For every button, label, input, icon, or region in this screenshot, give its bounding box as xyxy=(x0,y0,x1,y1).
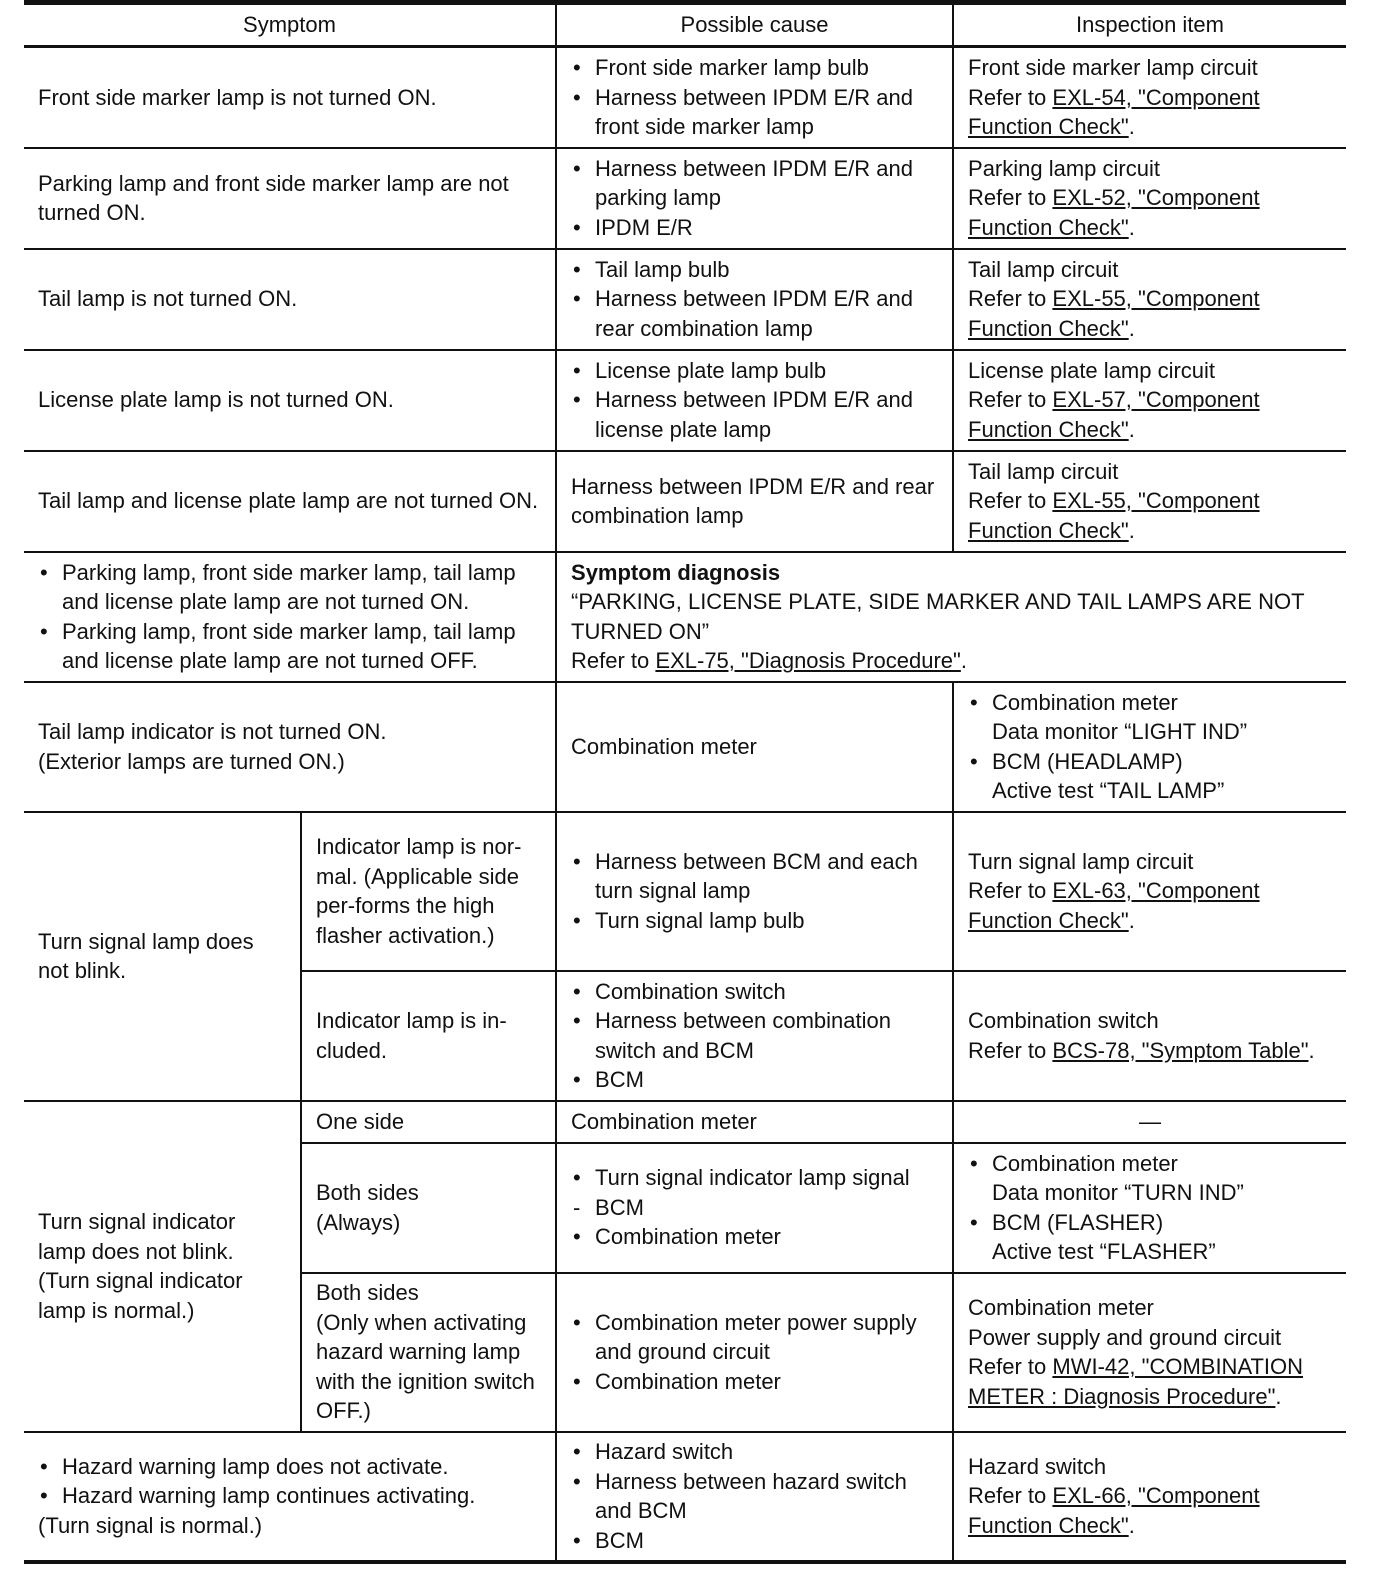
symptom-table xyxy=(24,0,1346,1564)
list-item: • Harness between IPDM E/R and parking lamp xyxy=(571,154,938,213)
condition-cell xyxy=(301,1101,556,1143)
inspection-title: • Combination meter xyxy=(992,689,1178,715)
symptom-cell xyxy=(24,682,556,812)
cause-cell xyxy=(556,971,953,1101)
reference-link[interactable]: MWI-42, "COMBINATION METER : Diagnosis Procedure" xyxy=(968,1354,1304,1409)
header-inspection-item: Inspection item xyxy=(953,3,1346,47)
symptom-cell xyxy=(24,47,556,148)
inspection-title: • Combination meter xyxy=(992,1150,1178,1176)
cause-cell xyxy=(556,812,953,971)
list-item: • Combination meter xyxy=(571,1222,938,1252)
diagnosis-text: “PARKING, LICENSE PLATE, SIDE MARKER AND TAIL LAMPS ARE NOT TURNED ON” xyxy=(571,589,1305,644)
condition-cell xyxy=(301,1273,556,1432)
list-item: - BCM xyxy=(571,1193,938,1223)
list-item: • Parking lamp, front side marker lamp, tail lamp and license plate lamp are not turned ON. xyxy=(38,558,541,617)
symptom-cell xyxy=(24,148,556,249)
reference-link[interactable]: EXL-55, "Component Function Check" xyxy=(968,488,1260,543)
condition-note: (Always) xyxy=(316,1209,401,1235)
cause-cell xyxy=(556,1143,953,1273)
symptom-note: (Exterior lamps are turned ON.) xyxy=(38,748,345,774)
symptom-text: Turn signal indicator lamp does not blink. (Turn signal indicator lamp is normal.) xyxy=(38,1209,243,1323)
list-item: • Front side marker lamp bulb xyxy=(571,53,938,83)
refer-suffix: . xyxy=(1128,114,1135,139)
cause-text: Combination meter xyxy=(571,1108,757,1134)
cause-cell xyxy=(556,249,953,350)
condition-text: Indicator lamp is nor-mal. (Applicable side per-forms the high flasher activation.) xyxy=(316,834,522,948)
list-item: • Parking lamp, front side marker lamp, tail lamp and license plate lamp are not turned OFF. xyxy=(38,617,541,676)
inspection-title: Hazard switch xyxy=(968,1453,1107,1479)
symptom-text: Tail lamp is not turned ON. xyxy=(38,286,298,312)
symptom-text: Front side marker lamp is not turned ON. xyxy=(38,84,437,110)
refer-suffix: . xyxy=(1128,214,1135,240)
list-item xyxy=(968,1149,1332,1208)
cause-text: Combination meter xyxy=(571,733,757,759)
condition-cell xyxy=(301,812,556,971)
symptom-text: License plate lamp is not turned ON. xyxy=(38,387,394,413)
inspection-cell xyxy=(953,1143,1346,1273)
list-item: • IPDM E/R xyxy=(571,213,938,243)
reference-link[interactable]: EXL-66, "Component Function Check" xyxy=(968,1483,1260,1538)
symptom-cell xyxy=(24,812,301,1101)
list-item: • Hazard switch xyxy=(571,1437,938,1467)
cause-list xyxy=(571,1163,938,1252)
table-row xyxy=(24,47,1346,148)
inspection-title: • BCM (HEADLAMP) xyxy=(992,748,1183,774)
inspection-cell xyxy=(953,148,1346,249)
table-row xyxy=(24,451,1346,552)
inspection-cell xyxy=(953,1432,1346,1562)
refer-prefix: Refer to xyxy=(968,1483,1047,1509)
inspection-cell xyxy=(953,1101,1346,1143)
table-row xyxy=(24,1432,1346,1562)
reference-link[interactable]: EXL-55, "Component Function Check" xyxy=(968,286,1260,341)
condition-text: Both sides xyxy=(316,1180,419,1205)
cause-list xyxy=(571,53,938,142)
refer-suffix: . xyxy=(1128,416,1135,442)
cause-list xyxy=(571,1437,938,1555)
refer-prefix: Refer to xyxy=(968,84,1047,110)
cause-list xyxy=(571,154,938,243)
inspection-list xyxy=(968,688,1332,806)
refer-suffix: . xyxy=(1128,1512,1135,1538)
cause-list xyxy=(571,255,938,344)
inspection-detail: Active test “TAIL LAMP” xyxy=(992,778,1225,803)
reference-link[interactable]: EXL-52, "Component Function Check" xyxy=(968,185,1260,240)
list-item: • Combination meter power supply and ground circuit xyxy=(571,1308,938,1367)
table-row xyxy=(24,148,1346,249)
reference-link[interactable]: EXL-63, "Component Function Check" xyxy=(968,878,1260,933)
reference-link[interactable]: EXL-54, "Component Function Check" xyxy=(968,84,1260,139)
list-item: • Hazard warning lamp does not activate. xyxy=(38,1452,541,1482)
refer-suffix: . xyxy=(1275,1383,1282,1409)
inspection-detail: Data monitor “LIGHT IND” xyxy=(992,719,1248,744)
inspection-detail: Power supply and ground circuit xyxy=(968,1324,1282,1350)
refer-prefix: Refer to xyxy=(968,286,1047,312)
refer-suffix: . xyxy=(960,648,967,673)
condition-text: Indicator lamp is in-cluded. xyxy=(316,1008,507,1063)
cause-list xyxy=(571,977,938,1095)
inspection-cell xyxy=(953,1273,1346,1432)
refer-suffix: . xyxy=(1128,907,1135,933)
list-item: • Combination switch xyxy=(571,977,938,1007)
symptom-list xyxy=(38,1452,541,1511)
list-item: • Harness between IPDM E/R and rear combination lamp xyxy=(571,284,938,343)
table-row xyxy=(24,812,1346,971)
inspection-list xyxy=(968,1149,1332,1267)
cause-cell xyxy=(556,451,953,552)
cause-cell xyxy=(556,1273,953,1432)
inspection-title: License plate lamp circuit xyxy=(968,357,1216,383)
inspection-cell xyxy=(953,451,1346,552)
refer-prefix: Refer to xyxy=(968,387,1047,413)
list-item xyxy=(968,688,1332,747)
symptom-cell xyxy=(24,1101,301,1432)
list-item: • Harness between IPDM E/R and front side marker lamp xyxy=(571,83,938,142)
symptom-cell xyxy=(24,552,556,682)
inspection-title: • BCM (FLASHER) xyxy=(992,1209,1164,1235)
header-possible-cause: Possible cause xyxy=(556,3,953,47)
list-item: • Turn signal indicator lamp signal xyxy=(571,1163,938,1193)
inspection-cell xyxy=(953,47,1346,148)
symptom-text: Turn signal lamp does not blink. xyxy=(38,928,254,983)
cause-list xyxy=(571,356,938,445)
cause-cell xyxy=(556,350,953,451)
condition-note: (Only when activating hazard warning lamp with the ignition switch OFF.) xyxy=(316,1309,535,1424)
inspection-cell xyxy=(953,971,1346,1101)
table-row xyxy=(24,1101,1346,1143)
refer-prefix: Refer to xyxy=(968,488,1047,514)
symptom-cell xyxy=(24,249,556,350)
inspection-cell xyxy=(953,682,1346,812)
diagnosis-cell xyxy=(556,552,1346,682)
inspection-detail: Active test “FLASHER” xyxy=(992,1239,1216,1264)
inspection-title: Combination switch xyxy=(968,1008,1159,1033)
reference-link[interactable]: BCS-78, "Symptom Table" xyxy=(1052,1037,1309,1063)
list-item: • Harness between BCM and each turn signal lamp xyxy=(571,847,938,906)
reference-link[interactable]: EXL-57, "Component Function Check" xyxy=(968,387,1260,442)
inspection-cell xyxy=(953,812,1346,971)
condition-text: Both sides xyxy=(316,1280,419,1306)
list-item: • Harness between hazard switch and BCM xyxy=(571,1467,938,1526)
refer-prefix: Refer to xyxy=(571,648,650,673)
cause-cell xyxy=(556,1101,953,1143)
condition-text: One side xyxy=(316,1108,405,1134)
refer-prefix: Refer to xyxy=(968,878,1047,904)
list-item: • License plate lamp bulb xyxy=(571,356,938,386)
symptom-list xyxy=(38,558,541,676)
cause-cell xyxy=(556,148,953,249)
table-row xyxy=(24,552,1346,682)
table-row xyxy=(24,350,1346,451)
inspection-title: Combination meter xyxy=(968,1295,1154,1320)
table-row xyxy=(24,249,1346,350)
symptom-cell xyxy=(24,1432,556,1562)
cause-cell xyxy=(556,47,953,148)
inspection-title: Tail lamp circuit xyxy=(968,256,1119,282)
list-item: • BCM xyxy=(571,1526,938,1556)
symptom-text: Parking lamp and front side marker lamp are not turned ON. xyxy=(38,170,509,225)
refer-prefix: Refer to xyxy=(968,1037,1047,1063)
header-row xyxy=(24,3,1346,47)
inspection-title: Parking lamp circuit xyxy=(968,155,1160,181)
cause-cell xyxy=(556,682,953,812)
symptom-text: Tail lamp and license plate lamp are not turned ON. xyxy=(38,488,539,514)
refer-suffix: . xyxy=(1128,517,1135,543)
condition-cell xyxy=(301,1143,556,1273)
list-item: • Hazard warning lamp continues activating. xyxy=(38,1481,541,1511)
cause-cell xyxy=(556,1432,953,1562)
list-item xyxy=(968,1208,1332,1267)
list-item xyxy=(968,747,1332,806)
list-item: • Combination meter xyxy=(571,1367,938,1397)
refer-suffix: . xyxy=(1128,315,1135,341)
inspection-cell xyxy=(953,249,1346,350)
list-item: • Harness between combination switch and BCM xyxy=(571,1006,938,1065)
inspection-cell xyxy=(953,350,1346,451)
refer-prefix: Refer to xyxy=(968,185,1047,211)
table-row xyxy=(24,682,1346,812)
inspection-title: Turn signal lamp circuit xyxy=(968,848,1194,874)
cause-list xyxy=(571,1308,938,1397)
symptom-cell xyxy=(24,451,556,552)
condition-cell xyxy=(301,971,556,1101)
symptom-note: (Turn signal is normal.) xyxy=(38,1512,263,1538)
list-item: • Harness between IPDM E/R and license plate lamp xyxy=(571,385,938,444)
list-item: • Turn signal lamp bulb xyxy=(571,906,938,936)
symptom-cell xyxy=(24,350,556,451)
symptom-text: Tail lamp indicator is not turned ON. xyxy=(38,719,387,744)
inspection-title: Tail lamp circuit xyxy=(968,458,1119,484)
cause-text: Harness between IPDM E/R and rear combination lamp xyxy=(571,473,935,528)
list-item: • Tail lamp bulb xyxy=(571,255,938,285)
inspection-detail: Data monitor “TURN IND” xyxy=(992,1180,1244,1205)
inspection-title: Front side marker lamp circuit xyxy=(968,55,1258,80)
refer-prefix: Refer to xyxy=(968,1354,1047,1379)
cause-list xyxy=(571,847,938,936)
diagnosis-title: Symptom diagnosis xyxy=(571,559,781,585)
inspection-text: — xyxy=(1139,1108,1162,1134)
refer-suffix: . xyxy=(1308,1037,1315,1063)
reference-link[interactable]: EXL-75, "Diagnosis Procedure" xyxy=(655,648,961,673)
header-symptom: Symptom xyxy=(24,3,556,47)
list-item: • BCM xyxy=(571,1065,938,1095)
